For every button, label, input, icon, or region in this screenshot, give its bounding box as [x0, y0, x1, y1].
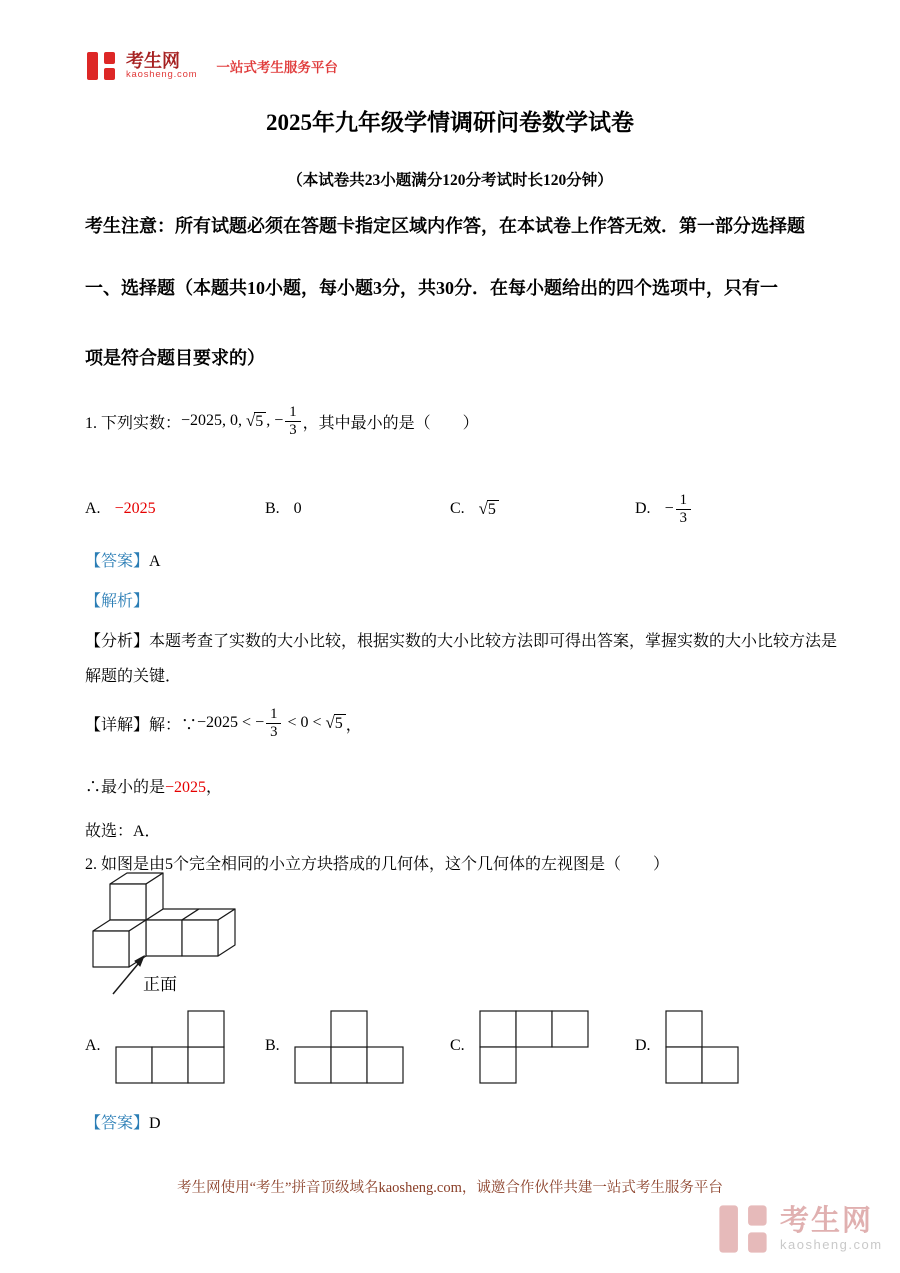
- page-subtitle: （本试卷共23小题满分120分考试时长120分钟）: [287, 172, 613, 189]
- ineq-part3: ，: [345, 716, 362, 734]
- site-header: [85, 50, 338, 82]
- watermark-domain: kaosheng.com: [780, 1236, 883, 1252]
- cube-solid-drawing: [85, 872, 285, 1000]
- q1-answer-value: A: [149, 553, 161, 570]
- option-c-value: √ 5: [479, 500, 499, 519]
- fraction-one-third: $\frac{1}{3}$: [285, 404, 300, 439]
- q1-therefore-line: [85, 774, 222, 797]
- q1-xiangjie-line: [85, 698, 362, 748]
- exam-notice: 考生注意：所有试题必须在答题卡指定区域内作答，在本试卷上作答无效．第一部分选择题: [85, 216, 805, 236]
- q2-option-d-label: D.: [635, 1037, 651, 1054]
- q2-option-d: [635, 1008, 741, 1084]
- watermark: [716, 1202, 883, 1256]
- therefore-suffix: ，: [206, 779, 223, 796]
- option-c-figure: [479, 1008, 591, 1084]
- ineq-part2: < 0 <: [283, 714, 326, 731]
- q2-option-a-label: A.: [85, 1037, 101, 1054]
- brand-tagline: 一站式考生服务平台: [216, 60, 338, 75]
- q1-stem-suffix: ，其中最小的是（ ）: [302, 414, 479, 432]
- q2-option-c: [450, 1008, 635, 1084]
- watermark-brand: 考生网: [780, 1204, 874, 1237]
- sqrt-5-expression: √ 5: [246, 412, 266, 431]
- fenxi-tag: 【分析】: [85, 633, 150, 650]
- fenxi-text: 本题考查了实数的大小比较，根据实数的大小比较方法即可得出答案，掌握实数的大小比较方法是解题的关键．: [85, 633, 838, 685]
- xiangjie-lead: 解：∵: [149, 716, 198, 734]
- option-b-value: 0: [293, 500, 302, 517]
- q2-option-b-label: B.: [265, 1037, 280, 1054]
- q2-answer-line: [85, 1110, 161, 1133]
- therefore-value: −2025: [165, 779, 207, 796]
- ineq-part1: −2025 < −: [197, 714, 265, 731]
- q1-conclusion-line: 故选：A．: [85, 823, 161, 840]
- brand-name: 考生网: [126, 50, 180, 71]
- question-1-options: [85, 482, 860, 536]
- q1-stem-prefix: 1. 下列实数：: [85, 414, 182, 432]
- option-a-label: A.: [85, 500, 101, 517]
- option-c-label: C.: [450, 500, 465, 517]
- q1-option-a: [85, 500, 265, 518]
- option-b-label: B.: [265, 500, 280, 517]
- question-2-options: [85, 998, 875, 1094]
- answer-tag: 【答案】: [85, 553, 150, 570]
- q2-answer-tag: 【答案】: [85, 1115, 150, 1132]
- q2-answer-value: D: [149, 1115, 161, 1132]
- therefore-prefix: ∴最小的是: [85, 779, 166, 796]
- question-1-stem: [85, 395, 479, 447]
- option-b-figure: [294, 1008, 406, 1084]
- q2-solid-figure: [85, 872, 295, 1002]
- q2-option-b: [265, 1008, 450, 1084]
- ineq-fraction: $\frac{1}{3}$: [266, 706, 281, 741]
- watermark-logo-icon: [716, 1202, 770, 1256]
- option-d-value: − $\frac{1}{3}$: [665, 492, 693, 527]
- q1-math-part1: −2025, 0,: [181, 412, 247, 429]
- q1-option-c: [450, 500, 635, 519]
- q1-math-part2: , −: [266, 412, 284, 429]
- q1-option-b: [265, 500, 450, 518]
- xiangjie-tag: 【详解】: [85, 716, 150, 734]
- footer-slogan: 考生网使用“考生”拼音顶级域名kaosheng.com，诚邀合作伙伴共建一站式考生服务平台: [177, 1180, 723, 1196]
- page-title: 2025年九年级学情调研问卷数学试卷: [266, 110, 634, 135]
- ineq-sqrt: √ 5: [326, 714, 346, 733]
- q1-jiexi-line: [85, 588, 149, 611]
- q2-option-c-label: C.: [450, 1037, 465, 1054]
- q1-option-d: [635, 492, 693, 527]
- q2-option-a: [85, 1008, 265, 1084]
- question-2-stem: 2. 如图是由5个完全相同的小立方块搭成的几何体，这个几何体的左视图是（ ）: [85, 856, 670, 873]
- section-heading-line1: 一、选择题（本题共10小题，每小题3分，共30分．在每小题给出的四个选项中，只有一: [85, 278, 778, 298]
- q1-fenxi-paragraph: [85, 624, 843, 694]
- brand-domain: kaosheng.com: [126, 69, 198, 81]
- option-a-figure: [115, 1008, 227, 1084]
- q1-answer-line: [85, 548, 161, 571]
- kaosheng-logo-icon: [85, 50, 117, 82]
- option-d-figure: [665, 1008, 741, 1084]
- option-d-label: D.: [635, 500, 651, 517]
- option-a-value: −2025: [114, 500, 156, 517]
- section-heading-line2: 项是符合题目要求的）: [85, 348, 265, 368]
- jiexi-tag: 【解析】: [85, 593, 150, 610]
- front-face-label: 正面: [143, 975, 177, 994]
